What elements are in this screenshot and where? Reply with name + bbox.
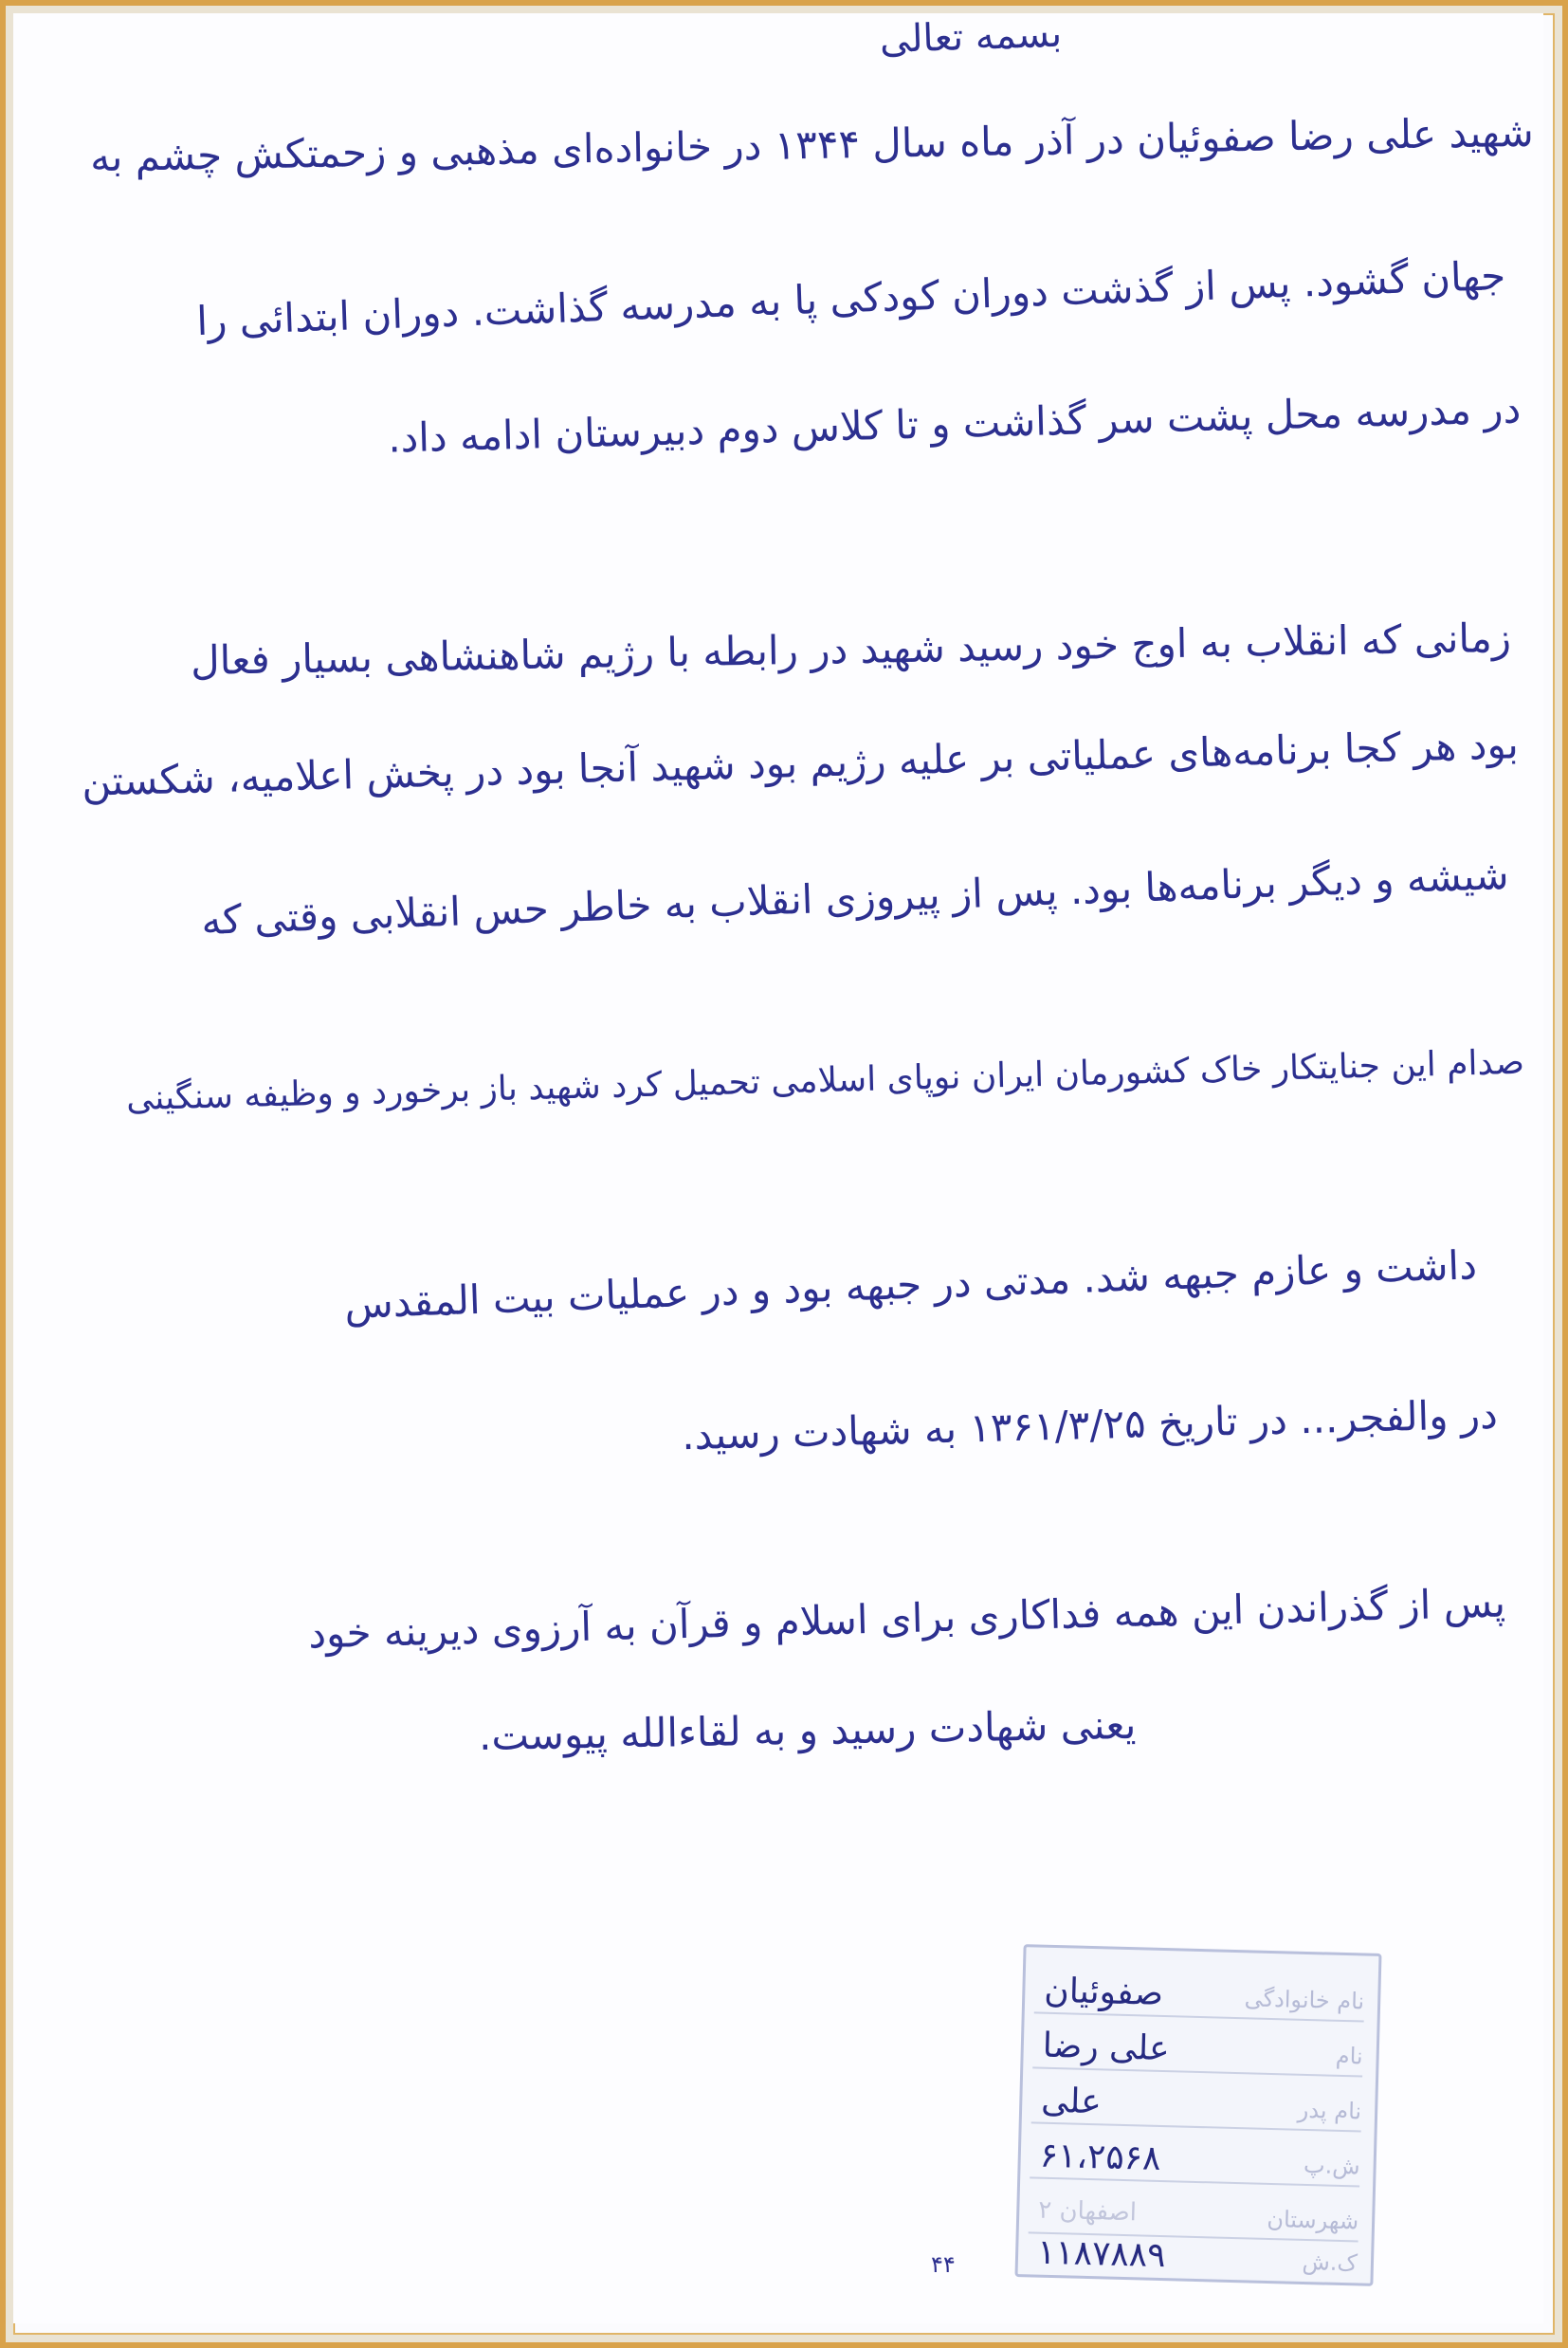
text-line-9: در والفجر... در تاریخ ۱۳۶۱/۳/۲۵ به شهادت رسید. xyxy=(681,1390,1499,1459)
stamp-row-id xyxy=(1028,2218,1358,2282)
text-line-1: شهید علی رضا صفوئیان در آذر ماه سال ۱۳۴۴ در خانواده‌ای مذهبی و زحمتکش چشم به xyxy=(89,108,1535,181)
stamp-id-label: ک.ش xyxy=(1302,2247,1358,2277)
stamp-code-label: ش.پ xyxy=(1303,2151,1361,2180)
stamp-father-label: نام پدر xyxy=(1297,2096,1362,2125)
stamp-name-label: نام xyxy=(1335,2042,1364,2070)
stamp-city-label: شهرستان xyxy=(1267,2205,1359,2235)
stamp-city-value: اصفهان ۲ xyxy=(1037,2195,1138,2228)
text-line-10: پس از گذراندن این همه فداکاری برای اسلام و قرآن به آرزوی دیرینه خود xyxy=(307,1579,1506,1658)
text-line-7: صدام این جنایتکار خاک کشورمان ایران نوپای اسلامی تحمیل کرد شهید باز برخورد و وظیفه سنگینی xyxy=(125,1042,1525,1119)
stamp-id-value: ۱۱۸۷۸۸۹ xyxy=(1036,2232,1167,2276)
stamp-father-value: علی xyxy=(1040,2081,1103,2122)
text-line-4: زمانی که انقلاب به اوج خود رسید شهید در رابطه با رژیم شاهنشاهی بسیار فعال xyxy=(190,614,1512,685)
text-line-8: داشت و عازم جبهه شد. مدتی در جبهه بود و در عملیات بیت المقدس xyxy=(343,1241,1478,1328)
stamp-name-value: علی رضا xyxy=(1042,2026,1171,2069)
identity-stamp xyxy=(1014,1944,1381,2286)
text-line-5: بود هر کجا برنامه‌های عملیاتی بر علیه رژیم بود شهید آنجا بود در پخش اعلامیه، شکستن xyxy=(81,721,1520,805)
page-mark: ۴۴ xyxy=(931,2251,956,2278)
text-line-2: جهان گشود. پس از گذشت دوران کودکی پا به مدرسه گذاشت. دوران ابتدائی را xyxy=(195,251,1506,345)
stamp-family-label: نام خانوادگی xyxy=(1244,1985,1365,2015)
text-line-6: شیشه و دیگر برنامه‌ها بود. پس از پیروزی انقلاب به خاطر حس انقلابی وقتی که xyxy=(200,851,1510,945)
text-line-11: یعنی شهادت رسید و به لقاءالله پیوست. xyxy=(478,1700,1137,1760)
text-line-3: در مدرسه محل پشت سر گذاشت و تا کلاس دوم دبیرستان ادامه داد. xyxy=(387,385,1522,462)
document-heading: بسمه تعالی xyxy=(879,11,1063,63)
stamp-family-value: صفوئیان xyxy=(1043,1971,1164,2013)
stamp-code-value: ۶۱،۲۵۶۸ xyxy=(1039,2136,1161,2178)
